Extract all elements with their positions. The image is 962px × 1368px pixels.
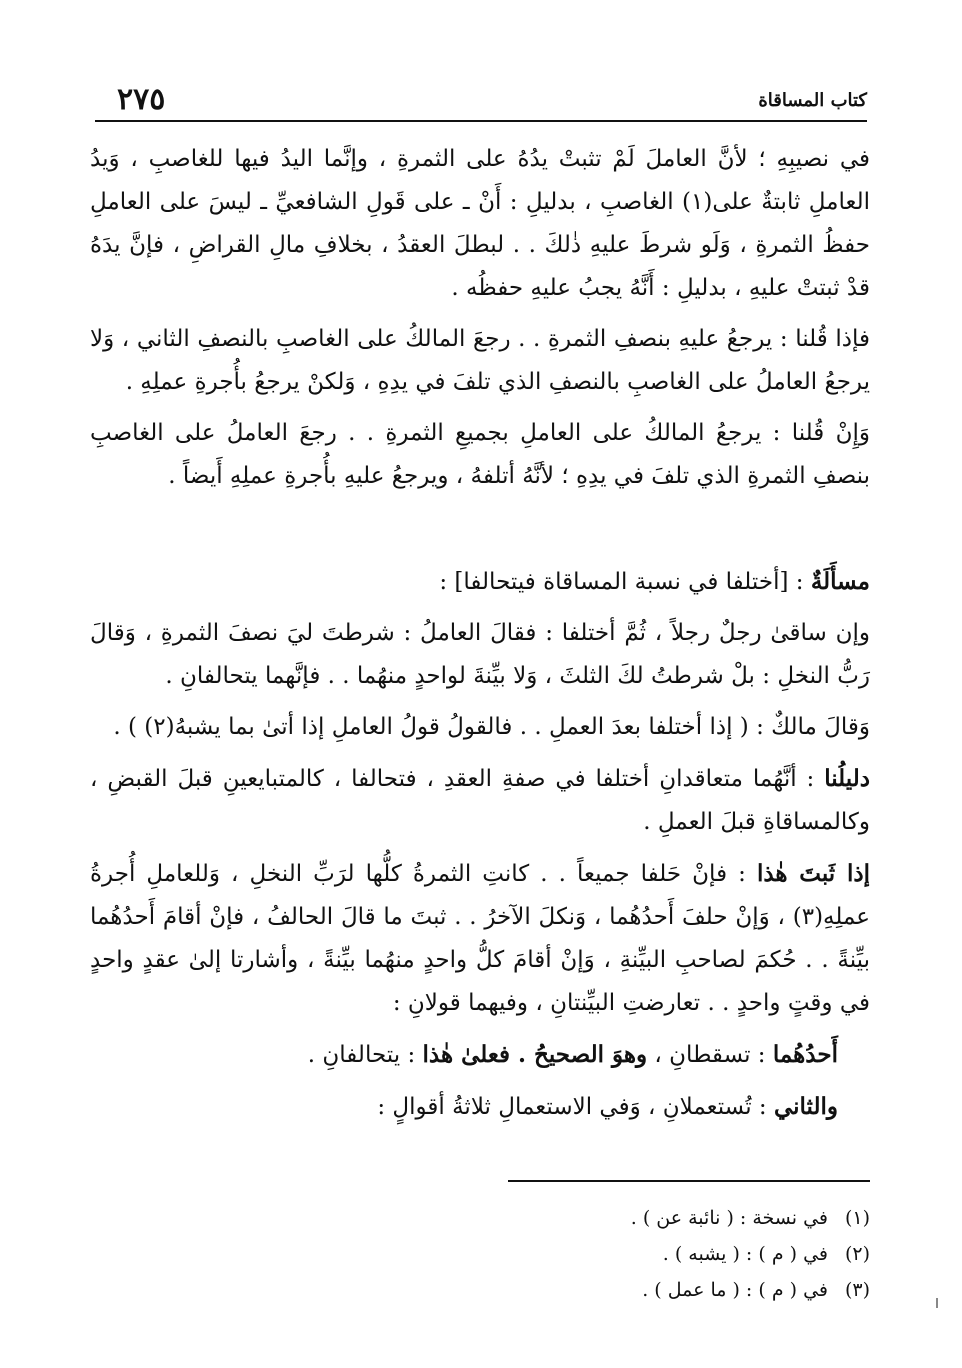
footnotes xyxy=(500,1200,870,1308)
footnote-divider xyxy=(508,1180,870,1182)
first-opinion-emphasis: وهوَ الصحيحُ . فعلىٰ هٰذا xyxy=(422,1041,648,1068)
footnote-number: (٢) xyxy=(844,1243,870,1265)
condition-text: : فإنْ حَلفا جميعاً . . كانتِ الثمرةُ كلُّها لرَبِّ النخلِ ، وَللعاملِ أُجرةُ عملِهِ(٣) ، وَإنْ حلفَ أَحدُهُما ، وَنكلَ الآخرُ . . ثبتَ ما قالَ الحالفُ ، فإنْ أقامَ أَحدُهُما بيِّنةً . . حُكمَ لصاحبِ البيِّنةِ ، وَإنْ أقامَ كلُّ واحدٍ منهُما بيِّنةً ، وأشارتا إلىٰ عقدٍ واحدٍ في وقتٍ واحدٍ . . تعارضتِ البيِّنتانِ ، وفيهما قولانِ : xyxy=(90,861,871,1016)
header-divider xyxy=(95,120,867,122)
first-opinion-label: أَحدُهُما xyxy=(772,1041,838,1068)
condition-label: إذا ثَبتَ هٰذا xyxy=(756,860,870,887)
paragraph-2: فإذا قُلنا : يرجعُ عليهِ بنصفِ الثمرةِ . . رجعَ المالكُ على الغاصبِ بالنصفِ الثاني ، وَلا يرجعُ العاملُ على الغاصبِ بالنصفِ الذي تلفَ في يدِهِ ، وَلكنْ يرجعُ بأُجرةِ عملِهِ . xyxy=(90,326,870,395)
issue-label: مسأَلَةٌ xyxy=(810,568,870,595)
evidence-label: دليلُنا xyxy=(824,765,870,792)
paragraph-7 xyxy=(90,852,870,1025)
paragraph-3: وَإِنْ قُلنا : يرجعُ المالكُ على العاملِ بجميعِ الثمرةِ . . رجعَ العاملُ على الغاصبِ بنصفِ الثمرةِ الذي تلفَ في يدِهِ ؛ لأنَّهُ أتلفهُ ، ويرجعُ عليهِ بأُجرةِ عملِهِ أَيضاً . xyxy=(90,420,870,489)
footnote-3 xyxy=(500,1272,870,1308)
first-opinion-end: : يتحالفانِ . xyxy=(307,1042,423,1068)
paragraph-5: وَقالَ مالكٌ : ( إذا أختلفا بعدَ العملِ . . فالقولُ قولُ العاملِ إذا أتىٰ بما يشبهُ(٢) ) . xyxy=(113,714,870,740)
book-title: كتاب المساقاة xyxy=(758,90,867,111)
footnote-text: في نسخة : ( نائبة عن ) . xyxy=(630,1207,828,1229)
margin-mark xyxy=(936,1298,938,1308)
paragraph-1: في نصيبِهِ ؛ لأنَّ العاملَ لَمْ تثبتْ يدُهُ على الثمرةِ ، وإنَّما اليدُ فيها للغاصبِ ، وَيدُ العاملِ ثابتةٌ على(١) الغاصبِ ، بدليلِ : أَنْ ـ على قَولِ الشافعيِّ ـ ليسَ على العاملِ حفظُ الثمرةِ ، وَلَو شرطَ عليهِ ذٰلكَ . . لبطلَ العقدُ ، بخلافِ مالِ القراضِ ، فإنَّ يدَهُ قدْ ثبتتْ عليهِ ، بدليلِ : أَنَّهُ يجبُ عليهِ حفظُه . xyxy=(90,146,871,301)
issue-title: : [أختلفا في نسبة المساقاة فيتحالفا] : xyxy=(439,569,811,595)
issue-heading xyxy=(90,560,870,604)
paragraph-8 xyxy=(90,1033,870,1077)
footnote-text: في ( م ) : ( يشبه ) . xyxy=(662,1243,828,1265)
evidence-text: : أنَّهُما متعاقدانِ أختلفا في صفةِ العقدِ ، فتحالفا ، كالمتبايعينِ قبلَ القبضِ ، وكالمساقاةِ قبلَ العملِ . xyxy=(90,766,870,835)
footnote-2 xyxy=(500,1236,870,1272)
footnote-1 xyxy=(500,1200,870,1236)
paragraph-9 xyxy=(90,1085,870,1129)
footnote-text: في ( م ) : ( ما عمل ) . xyxy=(642,1279,828,1301)
main-text xyxy=(90,138,870,1137)
paragraph-6 xyxy=(90,757,870,844)
second-opinion-label: والثاني xyxy=(773,1093,838,1120)
footnote-number: (١) xyxy=(844,1207,870,1229)
page-header xyxy=(95,82,867,118)
paragraph-4: وإن ساقىٰ رجلٌ رجلاً ، ثُمَّ أختلفا : فقالَ العاملُ : شرطتَ ليَ نصفَ الثمرةِ ، وَقالَ رَبُّ النخلِ : بلْ شرطتُ لكَ الثلثَ ، وَلا بيِّنةَ لواحدٍ منهُما . . فإنَّهما يتحالفانِ . xyxy=(90,620,870,689)
first-opinion-text: : تسقطانِ ، xyxy=(647,1042,773,1068)
second-opinion-text: : تُستعملانِ ، وَفي الاستعمالِ ثلاثةُ أقوالٍ : xyxy=(377,1094,774,1120)
footnote-number: (٣) xyxy=(844,1279,870,1301)
page-number: ٢٧٥ xyxy=(117,82,166,117)
